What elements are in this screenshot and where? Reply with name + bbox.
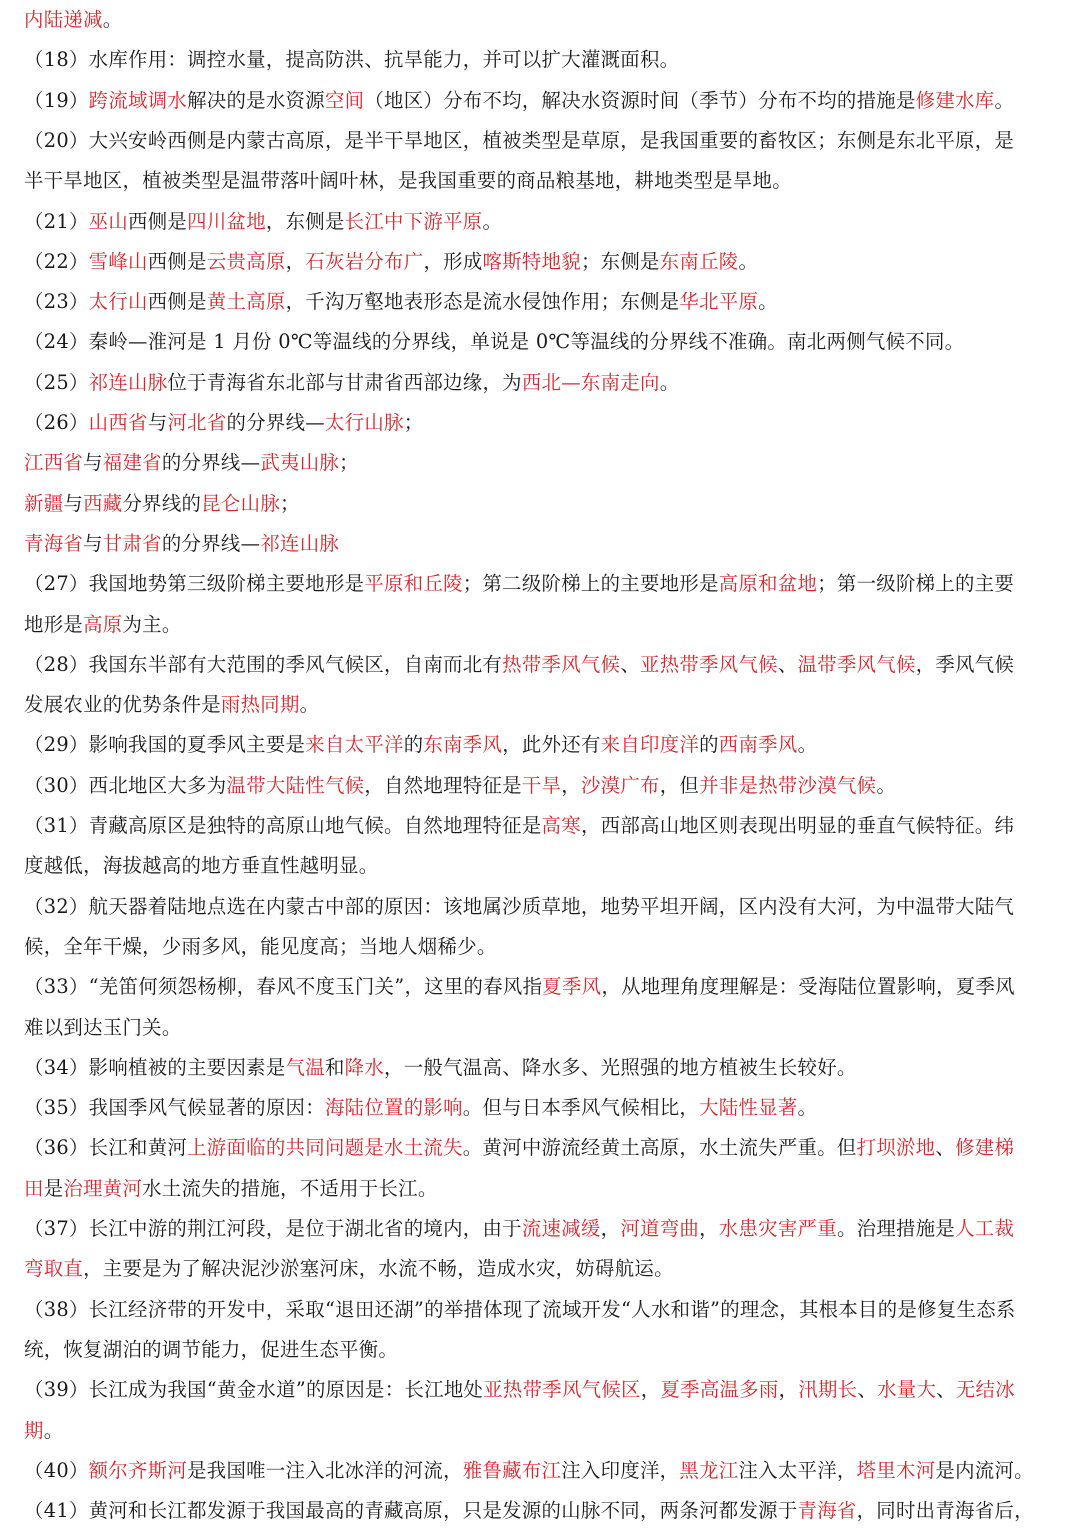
text-segment: 西侧是 [147,249,207,273]
text-segment: （30）西北地区大多为 [24,773,227,797]
highlighted-term: 大陆性显著 [699,1096,798,1120]
text-segment: 。 [659,370,680,394]
text-segment: 度越低，海拔越高的地方垂直性越明显。 [24,854,379,878]
highlighted-term: 并非是热带沙漠气候 [699,773,877,797]
text-segment: （39）长江成为我国“黄金水道”的原因是：长江地处 [24,1378,484,1402]
text-line [24,1249,1064,1289]
highlighted-term: 巫山 [88,209,129,233]
text-segment: ； [280,491,300,515]
text-segment: 。 [738,249,759,273]
highlighted-term: 无结冰 [955,1378,1015,1402]
highlighted-term: 福建省 [102,451,162,475]
text-segment: 位于青海省东北部与甘肃省西部边缘，为 [167,370,522,394]
text-line [24,121,1064,161]
text-segment: 的分界线— [226,411,325,434]
highlighted-term: 弯取直 [24,1257,84,1281]
text-line [24,1209,1064,1249]
text-segment: ，同时出青海省后， [856,1499,1034,1523]
highlighted-term: 太行山脉 [324,411,404,434]
highlighted-term: 东南季风 [423,733,503,757]
text-segment: ； [403,411,424,434]
text-segment: （20）大兴安岭西侧是内蒙古高原，是半干旱地区，植被类型是草原，是我国重要的畜牧区；东侧是东北平原，是 [24,128,1015,152]
text-segment: ，西部高山地区则表现出明显的垂直气候特征。纬 [580,814,1015,837]
text-segment: 注入太平洋， [738,1458,857,1482]
highlighted-term: 干旱 [521,773,562,797]
text-segment: 是我国唯一注入北冰洋的河流， [187,1458,463,1482]
text-segment: （22） [24,249,89,273]
text-segment: 是内流河。 [935,1458,1034,1482]
highlighted-term: 流速减缓 [521,1217,601,1240]
text-segment: ；东侧是 [580,249,660,273]
text-segment: 。 [797,1096,818,1120]
text-segment: （40） [24,1458,89,1482]
text-line [24,1169,1064,1209]
highlighted-term: 甘肃省 [102,531,162,555]
text-segment: 和 [324,1055,345,1079]
text-segment: 地形是 [24,612,84,636]
text-segment: （33）“羌笛何须怨杨柳，春风不度玉门关”，这里的春风指 [24,975,543,999]
text-segment: （24）秦岭—淮河是 1 月份 0℃等温线的分界线，单说是 0℃等温线的分界线不准确。南北两侧气候不同。 [24,330,965,354]
text-segment: 水土流失的措施，不适用于长江。 [142,1176,438,1200]
text-segment: ， [600,1217,621,1240]
text-segment: ，自然地理特征是 [364,773,522,797]
text-segment: 、 [936,1378,956,1402]
highlighted-term: 高原和盆地 [718,572,818,596]
text-segment: 解决的是水资源 [187,88,325,112]
highlighted-term: 青海省 [24,531,84,555]
text-line [24,81,1064,121]
text-segment: ，此外还有 [502,733,601,757]
text-segment: （35）我国季风气候显著的原因： [24,1096,325,1120]
highlighted-term: 西北—东南走向 [521,370,660,394]
text-line [24,605,1064,645]
text-segment: 。 [876,773,897,797]
text-segment: 。 [102,8,123,31]
highlighted-term: 喀斯特地貌 [482,249,581,273]
highlighted-term: 武夷山脉 [260,451,340,475]
highlighted-term: 水患灾害严重 [718,1217,837,1240]
text-line [24,40,1064,80]
text-line [24,846,1064,886]
text-segment: （27）我国地势第三级阶梯主要地形是 [24,572,365,596]
text-segment: 。 [299,693,320,717]
text-segment: 、 [935,1136,956,1160]
highlighted-term: 汛期长 [798,1378,858,1402]
text-segment: 与 [83,531,103,555]
highlighted-term: 降水 [344,1055,385,1079]
text-segment: ， [778,1378,799,1402]
text-segment: （19） [24,88,89,112]
text-segment: （25） [24,370,89,394]
highlighted-term: 太行山 [88,290,148,314]
highlighted-term: 上游面临的共同问题是水土流失 [187,1136,463,1160]
text-segment: （34）影响植被的主要因素是 [24,1055,286,1079]
text-line [24,1290,1064,1330]
text-segment: 注入印度洋， [561,1458,680,1482]
highlighted-term: 华北平原 [679,290,759,314]
highlighted-term: 气温 [285,1055,325,1079]
highlighted-term: 山西省 [88,411,148,434]
text-line [24,1088,1064,1128]
text-segment: 是 [43,1176,64,1200]
highlighted-term: 四川盆地 [187,209,266,233]
text-line [24,1008,1064,1048]
highlighted-term: 高原 [83,612,123,636]
highlighted-term: 河北省 [167,411,227,434]
highlighted-term: 祁连山脉 [260,531,340,555]
text-segment: 与 [147,411,168,434]
text-segment: （37）长江中游的荆江河段，是位于湖北省的境内，由于 [24,1217,522,1240]
highlighted-term: 来自印度洋 [600,733,700,757]
text-segment: ，一般气温高、降水多、光照强的地方植被生长较好。 [384,1055,857,1079]
text-segment: ；第一级阶梯上的主要 [817,572,1015,596]
text-segment: （23） [24,290,89,314]
text-line [24,363,1064,403]
text-segment: ，但 [659,773,700,797]
text-segment: 、 [857,1378,878,1402]
text-line [24,322,1064,362]
highlighted-term: 田 [24,1176,44,1200]
text-line [24,524,1064,564]
highlighted-term: 雪峰山 [88,249,148,273]
highlighted-term: 新疆 [24,491,64,515]
highlighted-term: 沙漠广布 [580,773,660,797]
text-line [24,282,1064,322]
text-segment: 西侧是 [128,209,188,233]
text-segment: （28）我国东半部有大范围的季风气候区，自南而北有 [24,652,503,676]
highlighted-term: 亚热带季风气候 [640,652,778,676]
text-segment: （地区）分布不均，解决水资源时间（季节）分布不均的措施是 [364,88,916,112]
text-segment: ，东侧是 [265,209,345,233]
highlighted-term: 高寒 [541,814,581,837]
highlighted-term: 人工裁 [955,1217,1015,1240]
text-segment: 候，全年干燥，少雨多风，能见度高；当地人烟稀少。 [24,934,497,958]
text-line [24,202,1064,242]
highlighted-term: 平原和丘陵 [364,572,463,596]
text-line [24,1451,1064,1491]
text-line [24,242,1064,282]
text-segment: 的分界线— [161,451,261,475]
highlighted-term: 黑龙江 [679,1458,739,1482]
text-segment: ， [561,773,581,797]
text-segment: 与 [63,491,84,515]
text-segment: ， [285,249,306,273]
highlighted-term: 黄土高原 [206,290,286,314]
highlighted-term: 海陆位置的影响 [324,1096,463,1120]
highlighted-term: 温带季风气候 [797,652,916,676]
text-segment: ，从地理角度理解是：受海陆位置影响，夏季风 [601,975,1015,999]
text-line [24,443,1064,483]
text-segment: （26） [24,411,89,434]
text-segment: 。 [758,290,778,314]
text-line [24,564,1064,604]
highlighted-term: 雨热同期 [220,693,300,717]
highlighted-term: 治理黄河 [63,1176,143,1200]
highlighted-term: 温带大陆性气候 [226,773,365,797]
text-line [24,0,1064,40]
highlighted-term: 热带季风气候 [502,652,621,676]
highlighted-term: 期 [24,1418,44,1442]
text-segment: ，主要是为了解决泥沙淤塞河床，水流不畅，造成水灾，妨碍航运。 [83,1257,674,1281]
text-segment: 、 [620,652,641,676]
text-segment: 与 [83,451,103,475]
text-segment: 。但与日本季风气候相比， [462,1096,700,1120]
text-segment: 难以到达玉门关。 [24,1015,182,1039]
text-segment: 。 [797,733,818,757]
highlighted-term: 打坝淤地 [856,1136,936,1160]
highlighted-term: 长江中下游平原 [344,209,483,233]
highlighted-term: 来自太平洋 [305,733,404,757]
text-segment: （32）航天器着陆地点选在内蒙古中部的原因：该地属沙质草地，地势平坦开阔，区内没有大河，为中温带大陆气 [24,894,1015,918]
text-segment: 的 [403,733,424,757]
text-segment: 分界线的 [122,491,202,515]
text-segment: （31）青藏高原区是独特的高原山地气候。自然地理特征是 [24,814,542,837]
highlighted-term: 夏季高温多雨 [660,1378,779,1402]
text-line [24,1411,1064,1451]
text-line [24,1048,1064,1088]
text-line [24,967,1064,1007]
text-line [24,1370,1064,1410]
text-segment: （21） [24,209,89,233]
highlighted-term: 亚热带季风气候区 [483,1378,641,1402]
text-line [24,484,1064,524]
text-segment: 半干旱地区，植被类型是温带落叶阔叶林，是我国重要的商品粮基地，耕地类型是旱地。 [24,169,792,193]
text-segment: 。 [482,209,503,233]
highlighted-term: 修建梯 [955,1136,1015,1160]
highlighted-term: 云贵高原 [206,249,286,273]
text-line [24,887,1064,927]
text-line [24,1491,1064,1531]
text-segment: ，季风气候 [915,652,1015,676]
text-line [24,927,1064,967]
text-line [24,725,1064,765]
text-segment: 统，恢复湖泊的调节能力，促进生态平衡。 [24,1337,399,1361]
highlighted-term: 西南季风 [718,733,798,757]
text-line [24,766,1064,806]
highlighted-term: 修建水库 [915,88,995,112]
text-line [24,806,1064,846]
text-line [24,403,1064,443]
text-segment: 为主。 [122,612,182,636]
highlighted-term: 西藏 [83,491,123,515]
text-segment: （41）黄河和长江都发源于我国最高的青藏高原，只是发源的山脉不同，两条河都发源于 [24,1499,798,1523]
highlighted-term: 塔里木河 [856,1458,936,1482]
highlighted-term: 水量大 [877,1378,937,1402]
text-segment: 发展农业的优势条件是 [24,693,221,717]
highlighted-term: 额尔齐斯河 [88,1458,188,1482]
text-segment: ；第二级阶梯上的主要地形是 [462,572,719,596]
text-segment: 。黄河中游流经黄土高原，水土流失严重。但 [462,1136,857,1160]
text-line [24,161,1064,201]
highlighted-term: 跨流域调水 [88,88,188,112]
text-line [24,645,1064,685]
text-segment: ， [699,1217,719,1240]
text-segment: ； [339,451,359,475]
text-line [24,685,1064,725]
text-line [24,1330,1064,1370]
text-segment: 、 [777,652,798,676]
text-segment: 。 [43,1418,64,1442]
text-segment: 的 [699,733,719,757]
text-segment: ，形成 [423,249,483,273]
text-segment: （38）长江经济带的开发中，采取“退田还湖”的举措体现了流域开发“人水和谐”的理念，其根本目的是修复生态系 [24,1297,1016,1321]
text-segment: （29）影响我国的夏季风主要是 [24,733,306,757]
text-segment: 。治理措施是 [836,1217,956,1240]
text-segment: 。 [994,88,1015,112]
highlighted-term: 石灰岩分布广 [305,249,424,273]
highlighted-term: 空间 [324,88,365,112]
text-segment: 的分界线— [161,531,261,555]
highlighted-term: 青海省 [797,1499,857,1523]
highlighted-term: 江西省 [24,451,84,475]
highlighted-term: 祁连山脉 [88,370,168,394]
text-line [24,1128,1064,1168]
text-segment: （36）长江和黄河 [24,1136,188,1160]
highlighted-term: 夏季风 [542,975,602,999]
highlighted-term: 内陆递减 [24,8,103,31]
highlighted-term: 昆仑山脉 [201,491,281,515]
text-segment: 西侧是 [147,290,207,314]
highlighted-term: 雅鲁藏布江 [462,1458,562,1482]
highlighted-term: 河道弯曲 [620,1217,700,1240]
highlighted-term: 东南丘陵 [659,249,739,273]
text-segment: ， [640,1378,661,1402]
text-segment: （18）水库作用：调控水量，提高防洪、抗旱能力，并可以扩大灌溉面积。 [24,48,680,72]
text-segment: ，千沟万壑地表形态是流水侵蚀作用；东侧是 [285,290,680,314]
